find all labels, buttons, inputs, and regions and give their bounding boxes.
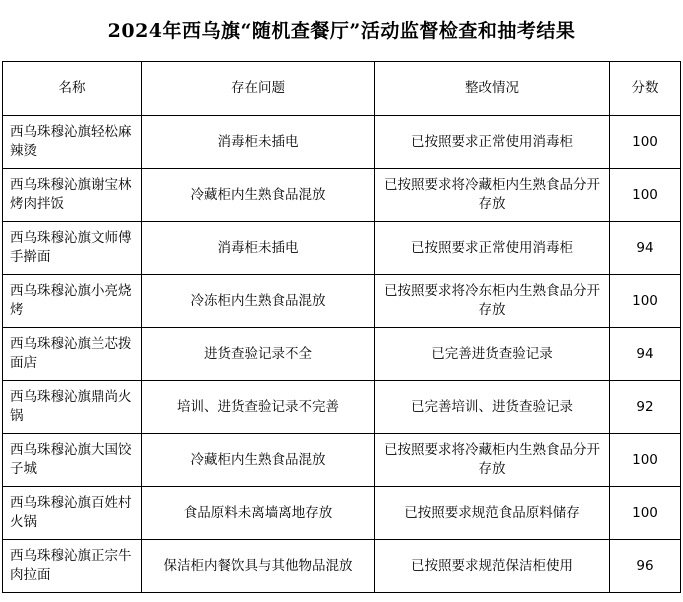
- score-cell: 100: [610, 116, 681, 169]
- header-issue: 存在问题: [142, 62, 375, 116]
- issue-cell: 消毒柜未插电: [142, 222, 375, 275]
- header-score: 分数: [610, 62, 681, 116]
- issue-cell: 进货查验记录不全: [142, 328, 375, 381]
- table-row: [3, 540, 681, 593]
- rectification-cell: 已按照要求规范保洁柜使用: [375, 540, 610, 593]
- score-cell: 100: [610, 434, 681, 487]
- header-rectification: 整改情况: [375, 62, 610, 116]
- issue-cell: 保洁柜内餐饮具与其他物品混放: [142, 540, 375, 593]
- score-cell: 96: [610, 540, 681, 593]
- table-body: [3, 116, 681, 593]
- rectification-cell: 已按照要求规范食品原料储存: [375, 487, 610, 540]
- restaurant-name: 西乌珠穆沁旗小亮烧烤: [3, 275, 142, 328]
- restaurant-name: 西乌珠穆沁旗大国饺子城: [3, 434, 142, 487]
- rectification-cell: 已按照要求将冷藏柜内生熟食品分开存放: [375, 169, 610, 222]
- restaurant-name: 西乌珠穆沁旗正宗牛肉拉面: [3, 540, 142, 593]
- table-row: [3, 275, 681, 328]
- inspection-results-table: [2, 61, 681, 593]
- restaurant-name: 西乌珠穆沁旗百姓村火锅: [3, 487, 142, 540]
- restaurant-name: 西乌珠穆沁旗文师傅手擀面: [3, 222, 142, 275]
- rectification-cell: 已按照要求正常使用消毒柜: [375, 116, 610, 169]
- score-cell: 94: [610, 328, 681, 381]
- table-row: [3, 328, 681, 381]
- issue-cell: 冷藏柜内生熟食品混放: [142, 434, 375, 487]
- table-row: [3, 381, 681, 434]
- table-row: [3, 487, 681, 540]
- header-row: [3, 62, 681, 116]
- rectification-cell: 已完善培训、进货查验记录: [375, 381, 610, 434]
- header-name: 名称: [3, 62, 142, 116]
- rectification-cell: 已按照要求正常使用消毒柜: [375, 222, 610, 275]
- page-title: 2024年西乌旗“随机查餐厅”活动监督检查和抽考结果: [107, 20, 576, 42]
- rectification-cell: 已按照要求将冷东柜内生熟食品分开存放: [375, 275, 610, 328]
- rectification-cell: 已按照要求将冷藏柜内生熟食品分开存放: [375, 434, 610, 487]
- table-header: [3, 62, 681, 116]
- restaurant-name: 西乌珠穆沁旗兰芯拨面店: [3, 328, 142, 381]
- rectification-cell: 已完善进货查验记录: [375, 328, 610, 381]
- score-cell: 100: [610, 169, 681, 222]
- score-cell: 94: [610, 222, 681, 275]
- table-row: [3, 169, 681, 222]
- issue-cell: 消毒柜未插电: [142, 116, 375, 169]
- issue-cell: 食品原料未离墙离地存放: [142, 487, 375, 540]
- restaurant-name: 西乌珠穆沁旗谢宝林烤肉拌饭: [3, 169, 142, 222]
- table-row: [3, 116, 681, 169]
- score-cell: 100: [610, 275, 681, 328]
- score-cell: 100: [610, 487, 681, 540]
- issue-cell: 培训、进货查验记录不完善: [142, 381, 375, 434]
- issue-cell: 冷藏柜内生熟食品混放: [142, 169, 375, 222]
- issue-cell: 冷冻柜内生熟食品混放: [142, 275, 375, 328]
- restaurant-name: 西乌珠穆沁旗轻松麻辣烫: [3, 116, 142, 169]
- restaurant-name: 西乌珠穆沁旗鼎尚火锅: [3, 381, 142, 434]
- table-row: [3, 222, 681, 275]
- table-row: [3, 434, 681, 487]
- score-cell: 92: [610, 381, 681, 434]
